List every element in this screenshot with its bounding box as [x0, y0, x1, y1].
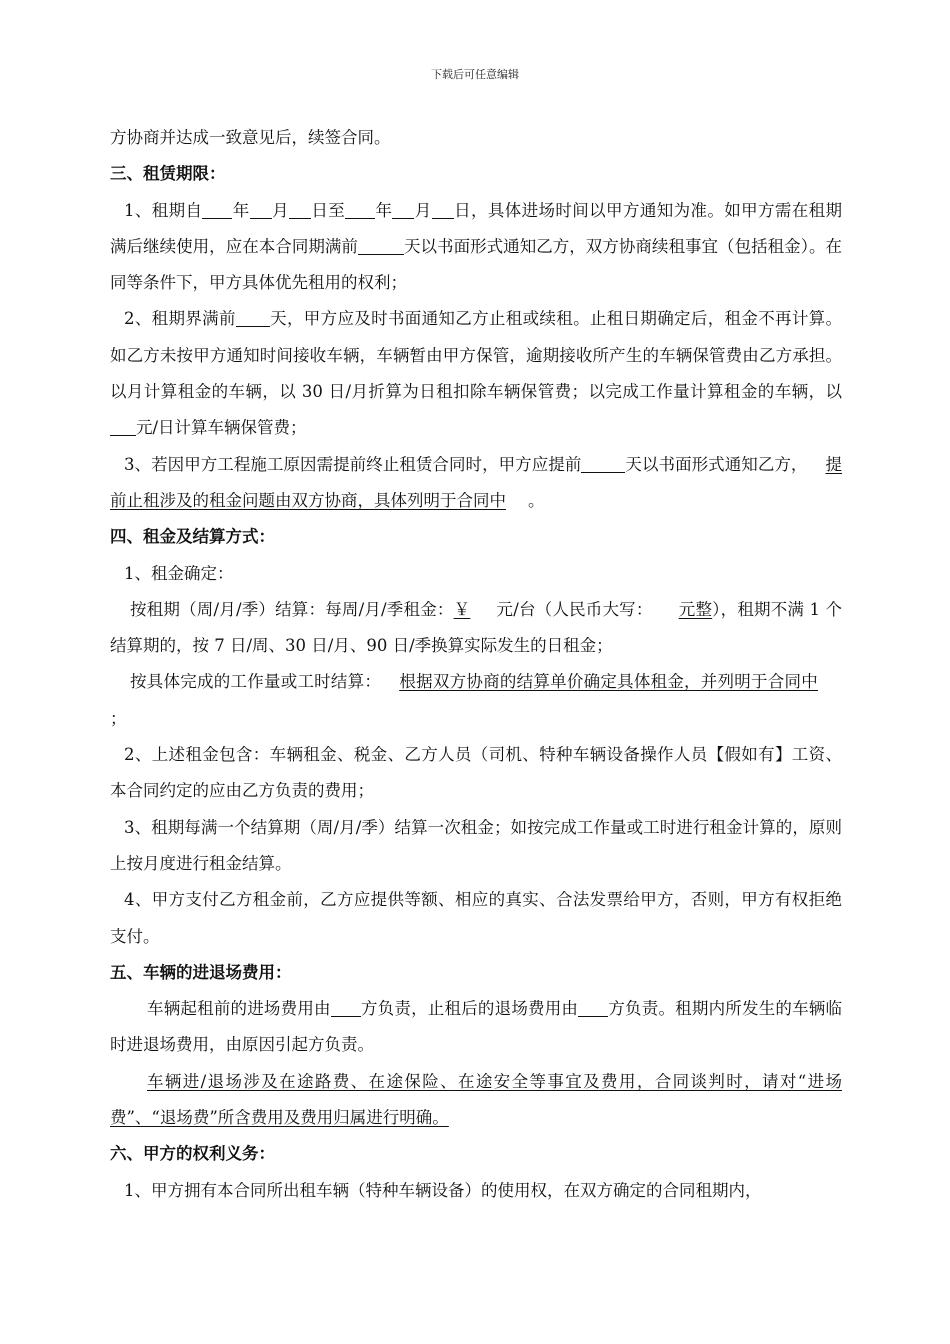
section-heading-lease-term: 三、租赁期限：	[110, 164, 226, 184]
underlined-rent-amount: ￥	[453, 599, 471, 619]
page-header: 下载后可任意编辑	[431, 68, 519, 81]
clause-4-1-workload: 按具体完成的工作量或工时结算： 根据双方协商的结算单价确定具体租金，并列明于合同中；	[110, 664, 842, 737]
clause-4-3: 3、租期每满一个结算期（周/月/季）结算一次租金；如按完成工作量或工时进行租金计算的，原则上按月度进行租金结算。	[110, 817, 842, 873]
blank-start-day	[289, 200, 311, 218]
section-heading-party-a-rights: 六、甲方的权利义务：	[110, 1144, 275, 1164]
section-heading-rent-settlement: 四、租金及结算方式：	[110, 527, 275, 547]
underlined-rent-in-words: 元整	[678, 599, 713, 619]
clause-3-3: 3、若因甲方工程施工原因需提前终止租赁合同时，甲方应提前 天以书面形式通知乙方， 提前止租涉及的租金问题由双方协商，具体列明于合同中 。	[110, 454, 843, 510]
blank-start-month	[250, 200, 272, 218]
blank-entry-party	[331, 999, 361, 1017]
blank-exit-party	[578, 999, 608, 1017]
blank-end-month	[392, 200, 414, 218]
blank-end-year	[345, 200, 375, 218]
clause-5-2	[110, 1064, 842, 1137]
clause-3-2: 2、租期界满前 天，甲方应及时书面通知乙方止租或续租。止租日期确定后，租金不再计算。如乙方未按甲方通知时间接收车辆，车辆暂由甲方保管，逾期接收所产生的车辆保管费由乙方承担。以月计算租金的车辆，以 30 日/月折算为日租扣除车辆保管费；以完成工作量计算租金的车辆，以元/日计算车辆保管费；	[110, 309, 843, 438]
clause-4-1: 1、租金确定：	[124, 563, 234, 583]
blank-notice-days	[358, 237, 404, 255]
blank-start-year	[202, 200, 232, 218]
clause-5-1: 车辆起租前的进场费用由 方负责，止租后的退场费用由 方负责。租期内所发生的车辆临时进退场费用，由原因引起方负责。	[110, 999, 843, 1055]
paragraph-continuation: 方协商并达成一致意见后，续签合同。	[110, 128, 391, 147]
clause-3-1: 1、租期自 年 月 日至 年 月 日，具体进场时间以甲方通知为准。如甲方需在租期满后继续使用，应在本合同期满前 天以书面形式通知乙方，双方协商续租事宜（包括租金）。在同等条件下，甲方具体优先租用的权利；	[110, 200, 843, 293]
clause-4-2: 2、上述租金包含：车辆租金、税金、乙方人员（司机、特种车辆设备操作人员【假如有】工资、本合同约定的应由乙方负责的费用；	[110, 745, 842, 801]
clause-6-1: 1、甲方拥有本合同所出租车辆（特种车辆设备）的使用权，在双方确定的合同租期内，	[124, 1180, 762, 1200]
underlined-termination-note: 提前止租涉及的租金问题由双方协商，具体列明于合同中	[110, 454, 843, 510]
blank-termination-days	[581, 454, 625, 472]
underlined-workload-note: 根据双方协商的结算单价确定具体租金，并列明于合同中	[399, 672, 819, 692]
clause-4-4: 4、甲方支付乙方租金前，乙方应提供等额、相应的真实、合法发票给甲方，否则，甲方有权拒绝支付。	[110, 890, 842, 946]
underlined-entry-exit-note: 车辆进/退场涉及在途路费、在途保险、在途安全等事宜及费用，合同谈判时，请对“进场费”、“退场费”所含费用及费用归属进行明确。	[110, 1071, 842, 1128]
contract-body	[110, 120, 842, 1209]
blank-expiry-days	[236, 309, 270, 327]
blank-daily-fee	[110, 418, 136, 436]
clause-4-1-period: 按租期（周/月/季）结算：每周/月/季租金：￥ 元/台（人民币大写： 元整），租期不满 1 个结算期的，按 7 日/周、30 日/月、90 日/季换算实际发生的日租金；	[110, 599, 842, 656]
section-heading-entry-exit-fees: 五、车辆的进退场费用：	[110, 962, 292, 982]
blank-end-day	[432, 200, 454, 218]
